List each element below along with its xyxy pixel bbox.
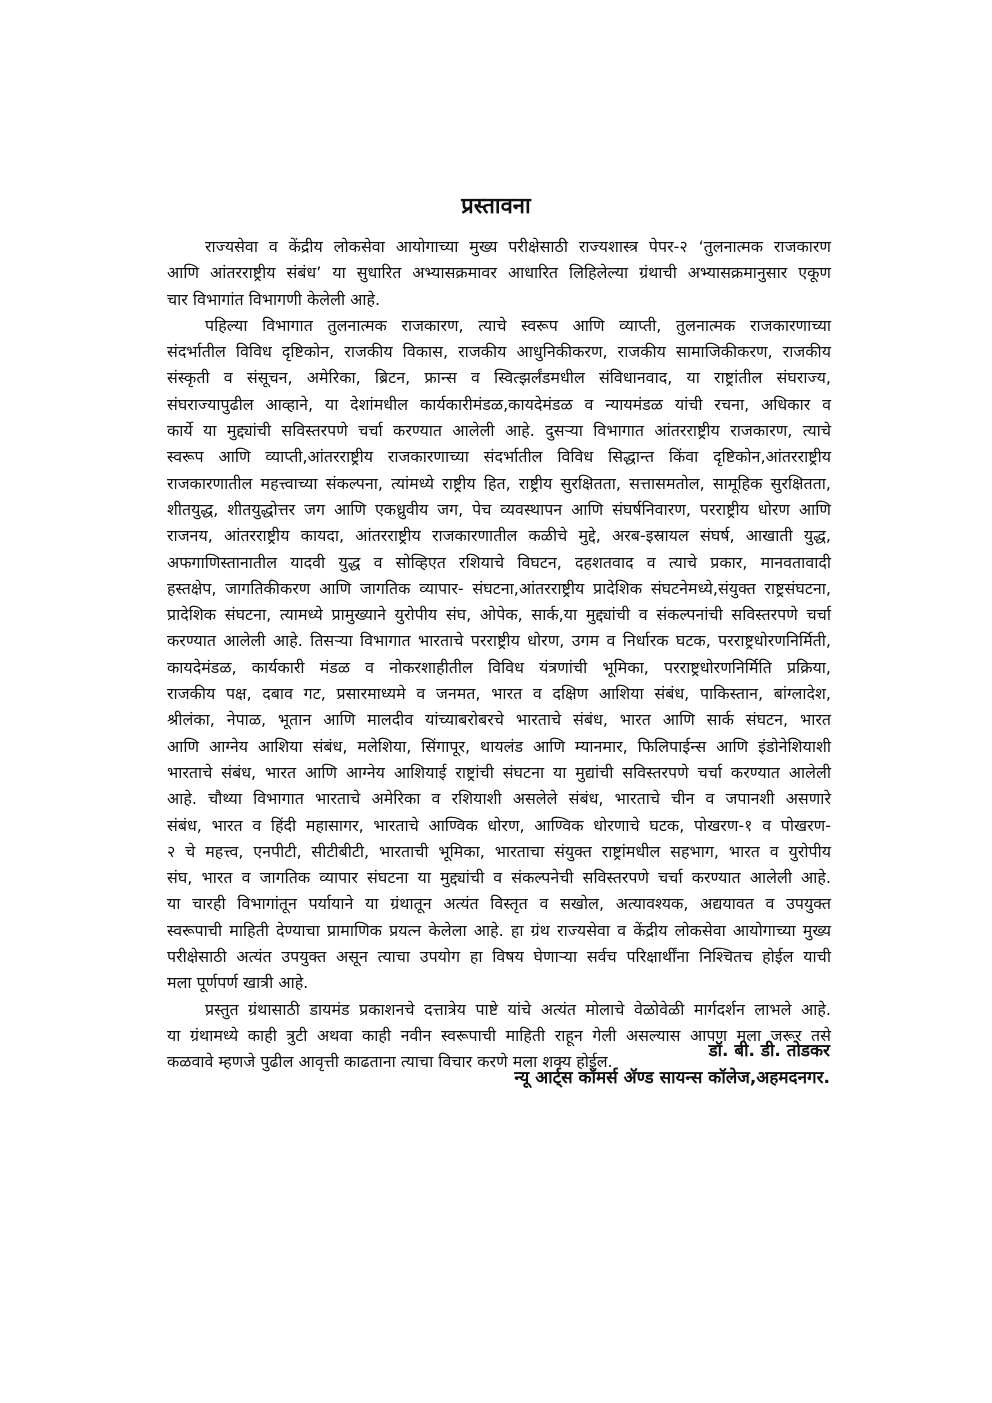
- text-line: संघराज्यापुढील आव्हाने, या देशांमधील कार्यकारीमंडळ,कायदेमंडळ व न्यायमंडळ यांची रचना, अधिकार व: [167, 394, 831, 414]
- text-line: राज्यसेवा व केंद्रीय लोकसेवा आयोगाच्या मुख्य परीक्षेसाठी राज्यशास्त्र पेपर-२ ‘तुलनात्मक राजकारण: [205, 237, 831, 256]
- text-line: संदर्भातील विविध दृष्टिकोन, राजकीय विकास, राजकीय आधुनिकीकरण, राजकीय सामाजिकीकरण, राजकीय: [167, 342, 831, 362]
- text-line: पहिल्या विभागात तुलनात्मक राजकारण, त्याचे स्वरूप आणि व्याप्ती, तुलनात्मक राजकारणाच्या: [205, 315, 831, 335]
- text-line: भारताचे संबंध, भारत आणि आग्नेय आशियाई राष्ट्रांची संघटना या मुद्यांची सविस्तरपणे चर्चा करण्यात आलेली: [167, 762, 831, 782]
- text-line: संघ, भारत व जागतिक व्यापार संघटना या मुद्द्यांची व संकल्पनेची सविस्तरपणे चर्चा करण्यात आलेली आहे.: [167, 868, 831, 888]
- text-line: प्रादेशिक संघटना, त्यामध्ये प्रामुख्याने युरोपीय संघ, ओपेक, सार्क,या मुद्द्यांची व संकल्पनांची सविस्तरपणे चर्चा: [167, 605, 831, 625]
- text-line: अफगाणिस्तानातील यादवी युद्ध व सोव्हिएत रशियाचे विघटन, दहशतवाद व त्याचे प्रकार, मानवतावादी: [167, 552, 831, 572]
- text-line: कायदेमंडळ, कार्यकारी मंडळ व नोकरशाहीतील विविध यंत्रणांची भूमिका, परराष्ट्रधोरणनिर्मिति प्रक्रिया,: [167, 657, 831, 677]
- text-line: या ग्रंथामध्ये काही त्रुटी अथवा काही नवीन स्वरूपाची माहिती राहून गेली असल्यास आपण मला जरूर तसे: [167, 1025, 831, 1045]
- text-line: राजनय, आंतरराष्ट्रीय कायदा, आंतरराष्ट्रीय राजकारणातील कळीचे मुद्दे, अरब-इस्रायल संघर्ष, आखाती युद्ध,: [167, 526, 831, 546]
- page-title: प्रस्तावना: [461, 194, 531, 219]
- text-line: चार विभागांत विभागणी केलेली आहे.: [167, 289, 381, 309]
- text-line: प्रस्तुत ग्रंथासाठी डायमंड प्रकाशनचे दत्तात्रेय पाष्टे यांचे अत्यंत मोलाचे वेळोवेळी मार्गदर्शन लाभले आहे.: [205, 999, 831, 1019]
- text-line: २ चे महत्त्व, एनपीटी, सीटीबीटी, भारताची भूमिका, भारताचा संयुक्त राष्ट्रांमधील सहभाग, भारत व युरोपीय: [167, 841, 831, 861]
- text-line: राजकीय पक्ष, दबाव गट, प्रसारमाध्यमे व जनमत, भारत व दक्षिण आशिया संबंध, पाकिस्तान, बांग्लादेश,: [167, 684, 831, 704]
- text-line: आणि आंतरराष्ट्रीय संबंध’ या सुधारित अभ्यासक्रमावर आधारित लिहिलेल्या ग्रंथाची अभ्यासक्रमानुसार एकूण: [167, 263, 831, 283]
- text-line: परीक्षेसाठी अत्यंत उपयुक्त असून त्याचा उपयोग हा विषय घेणाऱ्या सर्वच परिक्षार्थींना निश्चितच होईल याची: [167, 947, 831, 967]
- text-line: कळवावे म्हणजे पुढील आवृत्ती काढताना त्याचा विचार करणे मला शक्य होईल.: [167, 1052, 613, 1072]
- text-line: या चारही विभागांतून पर्यायाने या ग्रंथातून अत्यंत विस्तृत व सखोल, अत्यावश्यक, अद्ययावत व उपयुक्त: [167, 894, 831, 914]
- text-line: करण्यात आलेली आहे. तिसऱ्या विभागात भारताचे परराष्ट्रीय धोरण, उगम व निर्धारक घटक, परराष्ट्रधोरणनिर्मिती,: [167, 631, 831, 651]
- text-line: स्वरूपाची माहिती देण्याचा प्रामाणिक प्रयत्न केलेला आहे. हा ग्रंथ राज्यसेवा व केंद्रीय लोकसेवा आयोगाच्या मुख्य: [167, 920, 831, 940]
- text-line: श्रीलंका, नेपाळ, भूतान आणि मालदीव यांच्याबरोबरचे भारताचे संबंध, भारत आणि सार्क संघटन, भारत: [167, 710, 831, 730]
- author-affiliation: न्यू आर्ट्स कॉमर्स ॲण्ड सायन्स कॉलेज,अहमदनगर.: [514, 1068, 830, 1088]
- text-line: मला पूर्णपर्ण खात्री आहे.: [167, 973, 309, 993]
- text-line: आणि आग्नेय आशिया संबंध, मलेशिया, सिंगापूर, थायलंड आणि म्यानमार, फिलिपाईन्स आणि इंडोनेशियाशी: [167, 736, 831, 756]
- author-name: डॉ. बी. डी. तोडकर: [708, 1041, 830, 1061]
- text-line: राजकारणातील महत्त्वाच्या संकल्पना, त्यांमध्ये राष्ट्रीय हित, राष्ट्रीय सुरक्षितता, सत्तासमतोल, सामूहिक सुरक्षितता,: [167, 473, 831, 493]
- preface-body: [167, 234, 831, 1076]
- text-line: संबंध, भारत व हिंदी महासागर, भारताचे आण्विक धोरण, आण्विक धोरणाचे घटक, पोखरण-१ व पोखरण-: [167, 815, 831, 835]
- text-line: हस्तक्षेप, जागतिकीकरण आणि जागतिक व्यापार- संघटना,आंतरराष्ट्रीय प्रादेशिक संघटनेमध्ये,संयुक्त राष्ट्रसंघटना,: [167, 578, 831, 598]
- text-line: संस्कृती व संसूचन, अमेरिका, ब्रिटन, फ्रान्स व स्वित्झर्लंडमधील संविधानवाद, या राष्ट्रांतील संघराज्य,: [167, 368, 831, 388]
- text-line: कार्ये या मुद्द्यांची सविस्तरपणे चर्चा करण्यात आलेली आहे. दुसऱ्या विभागात आंतरराष्ट्रीय राजकारण, त्याचे: [167, 421, 831, 441]
- text-line: आहे. चौथ्या विभागात भारताचे अमेरिका व रशियाशी असलेले संबंध, भारताचे चीन व जपानशी असणारे: [167, 789, 831, 809]
- text-line: शीतयुद्ध, शीतयुद्धोत्तर जग आणि एकध्रुवीय जग, पेच व्यवस्थापन आणि संघर्षनिवारण, परराष्ट्रीय धोरण आणि: [167, 499, 831, 519]
- text-line: स्वरूप आणि व्याप्ती,आंतरराष्ट्रीय राजकारणाच्या संदर्भातील विविध सिद्धान्त किंवा दृष्टिकोन,आंतरराष्ट्रीय: [167, 447, 831, 467]
